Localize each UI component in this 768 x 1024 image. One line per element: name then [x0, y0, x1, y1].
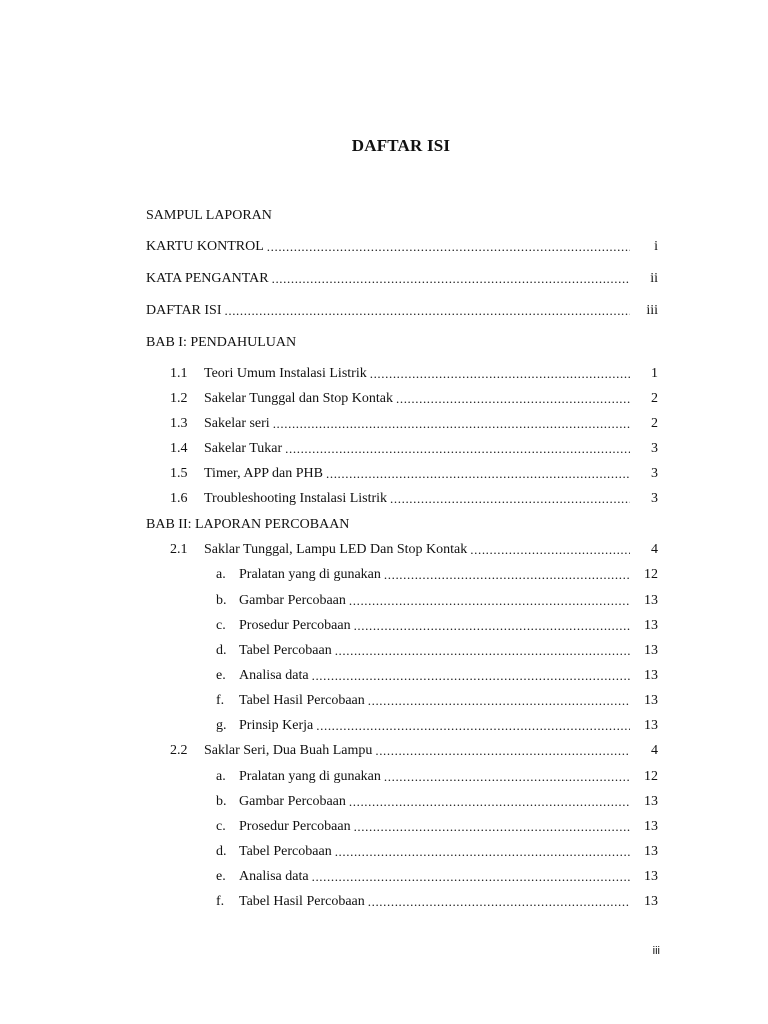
toc-heading: SAMPUL LAPORAN [146, 208, 272, 223]
toc-entry-label: Gambar Percobaan [239, 593, 346, 608]
toc-entry-page: 13 [644, 819, 658, 834]
toc-entry-page: 12 [644, 567, 658, 582]
toc-entry [0, 767, 768, 787]
toc-entry-letter: b. [216, 593, 227, 608]
dot-leader [368, 691, 630, 711]
toc-entry-leader [239, 616, 630, 636]
toc-entry-letter: a. [216, 567, 226, 582]
toc-entry-number: 1.2 [170, 391, 188, 406]
toc-entry [0, 641, 768, 661]
toc-entry-label: Prosedur Percobaan [239, 618, 351, 633]
toc-entry-label: Saklar Seri, Dua Buah Lampu [204, 743, 373, 758]
dot-leader [225, 301, 631, 321]
toc-entry-label: DAFTAR ISI [146, 303, 222, 318]
toc-entry [0, 792, 768, 812]
toc-entry-letter: a. [216, 769, 226, 784]
dot-leader [396, 389, 630, 409]
toc-entry-leader [204, 464, 630, 484]
toc-entry [0, 489, 768, 509]
toc-entry-letter: b. [216, 794, 227, 809]
toc-entry-leader [239, 666, 630, 686]
dot-leader [285, 439, 630, 459]
toc-entry-letter: d. [216, 844, 227, 859]
dot-leader [335, 641, 630, 661]
toc-entry-letter: c. [216, 618, 226, 633]
toc-entry-label: Troubleshooting Instalasi Listrik [204, 491, 388, 506]
toc-entry-leader [239, 867, 630, 887]
page-number: iii [652, 945, 660, 957]
toc-entry [0, 301, 768, 321]
toc-entry-label: Tabel Percobaan [239, 643, 332, 658]
toc-entry-page: 13 [644, 618, 658, 633]
toc-entry-label: Tabel Hasil Percobaan [239, 693, 365, 708]
toc-entry-page: 13 [644, 844, 658, 859]
toc-entry-page: 3 [651, 441, 658, 456]
toc-entry-leader [239, 591, 630, 611]
toc-entry [0, 333, 768, 353]
dot-leader [267, 237, 630, 257]
toc-entry-label: Sakelar seri [204, 416, 270, 431]
toc-entry-label: Pralatan yang di gunakan [239, 567, 381, 582]
toc-entry [0, 591, 768, 611]
toc-entry [0, 892, 768, 912]
toc-entry-number: 2.1 [170, 542, 188, 557]
dot-leader [390, 489, 630, 509]
toc-entry-letter: c. [216, 819, 226, 834]
toc-entry-label: Sakelar Tukar [204, 441, 283, 456]
toc-entry-label: Analisa data [239, 668, 309, 683]
toc-entry [0, 691, 768, 711]
toc-entry-label: Prinsip Kerja [239, 718, 314, 733]
toc-entry-leader [239, 565, 630, 585]
toc-entry-label: Sakelar Tunggal dan Stop Kontak [204, 391, 393, 406]
toc-heading: BAB II: LAPORAN PERCOBAAN [146, 517, 350, 532]
toc-entry-page: i [654, 239, 658, 254]
toc-entry-page: 13 [644, 643, 658, 658]
dot-leader [354, 616, 630, 636]
toc-entry-page: 13 [644, 718, 658, 733]
toc-entry-letter: f. [216, 894, 225, 909]
toc-entry-page: 13 [644, 668, 658, 683]
toc-entry-number: 1.4 [170, 441, 188, 456]
dot-leader [349, 792, 630, 812]
toc-entry-label: KARTU KONTROL [146, 239, 264, 254]
toc-entry-label: Tabel Percobaan [239, 844, 332, 859]
toc-entry-leader [239, 641, 630, 661]
toc-entry-leader [239, 792, 630, 812]
toc-entry-label: KATA PENGANTAR [146, 271, 269, 286]
toc-entry [0, 269, 768, 289]
toc-entry-leader [204, 364, 630, 384]
toc-entry-number: 1.5 [170, 466, 188, 481]
toc-entry-page: ii [650, 271, 658, 286]
dot-leader [375, 741, 630, 761]
toc-entry [0, 616, 768, 636]
toc-entry-label: Analisa data [239, 869, 309, 884]
toc-entry [0, 842, 768, 862]
toc-entry-leader [146, 237, 630, 257]
toc-entry-label: Pralatan yang di gunakan [239, 769, 381, 784]
toc-entry-page: iii [646, 303, 658, 318]
toc-entry-leader [239, 817, 630, 837]
toc-entry-label: Saklar Tunggal, Lampu LED Dan Stop Kontak [204, 542, 468, 557]
toc-entry [0, 741, 768, 761]
toc-entry [0, 716, 768, 736]
toc-entry-leader [204, 439, 630, 459]
toc-entry-page: 3 [651, 491, 658, 506]
toc-entry [0, 364, 768, 384]
toc-entry-leader [204, 741, 630, 761]
dot-leader [312, 867, 630, 887]
toc-entry-letter: e. [216, 668, 226, 683]
toc-entry [0, 439, 768, 459]
toc-entry-label: Timer, APP dan PHB [204, 466, 323, 481]
dot-leader [384, 767, 630, 787]
toc-entry-number: 1.3 [170, 416, 188, 431]
toc-entry-leader [204, 414, 630, 434]
toc-entry [0, 540, 768, 560]
toc-entry-leader [239, 892, 630, 912]
toc-entry-leader [239, 691, 630, 711]
toc-entry-page: 13 [644, 894, 658, 909]
toc-entry-leader [204, 489, 630, 509]
toc-entry-page: 13 [644, 693, 658, 708]
toc-entry-leader [239, 716, 630, 736]
toc-entry [0, 464, 768, 484]
toc-entry [0, 817, 768, 837]
toc-entry [0, 206, 768, 226]
dot-leader [384, 565, 630, 585]
toc-entry-page: 2 [651, 416, 658, 431]
toc-entry [0, 414, 768, 434]
toc-entry [0, 237, 768, 257]
toc-entry-page: 13 [644, 869, 658, 884]
toc-entry-page: 13 [644, 794, 658, 809]
toc-entry-leader [146, 301, 630, 321]
dot-leader [470, 540, 630, 560]
dot-leader [368, 892, 630, 912]
toc-entry-page: 12 [644, 769, 658, 784]
toc-entry-page: 13 [644, 593, 658, 608]
dot-leader [335, 842, 630, 862]
toc-entry-page: 1 [651, 366, 658, 381]
toc-entry-page: 2 [651, 391, 658, 406]
dot-leader [312, 666, 630, 686]
toc-entry [0, 666, 768, 686]
toc-entry-letter: d. [216, 643, 227, 658]
toc-heading: BAB I: PENDAHULUAN [146, 335, 297, 350]
dot-leader [354, 817, 630, 837]
toc-entry-number: 1.1 [170, 366, 188, 381]
toc-entry-leader [204, 389, 630, 409]
dot-leader [349, 591, 630, 611]
toc-entry-page: 4 [651, 743, 658, 758]
toc-entry [0, 389, 768, 409]
toc-entry-page: 3 [651, 466, 658, 481]
dot-leader [273, 414, 630, 434]
toc-entry-label: Teori Umum Instalasi Listrik [204, 366, 367, 381]
toc-entry-leader [204, 540, 630, 560]
toc-entry [0, 565, 768, 585]
toc-entry-label: Gambar Percobaan [239, 794, 346, 809]
toc-entry-letter: g. [216, 718, 227, 733]
dot-leader [326, 464, 630, 484]
toc-entry-page: 4 [651, 542, 658, 557]
toc-entry-label: Tabel Hasil Percobaan [239, 894, 365, 909]
toc-entry-letter: f. [216, 693, 225, 708]
toc-entry-leader [239, 842, 630, 862]
toc-entry [0, 515, 768, 535]
toc-entry-label: Prosedur Percobaan [239, 819, 351, 834]
toc-entry-number: 1.6 [170, 491, 188, 506]
toc-entry [0, 867, 768, 887]
toc-entry-leader [146, 269, 630, 289]
page-title: DAFTAR ISI [351, 136, 451, 155]
dot-leader [316, 716, 630, 736]
toc-entry-number: 2.2 [170, 743, 188, 758]
toc-entry-letter: e. [216, 869, 226, 884]
toc-entry-leader [239, 767, 630, 787]
dot-leader [272, 269, 630, 289]
dot-leader [370, 364, 630, 384]
